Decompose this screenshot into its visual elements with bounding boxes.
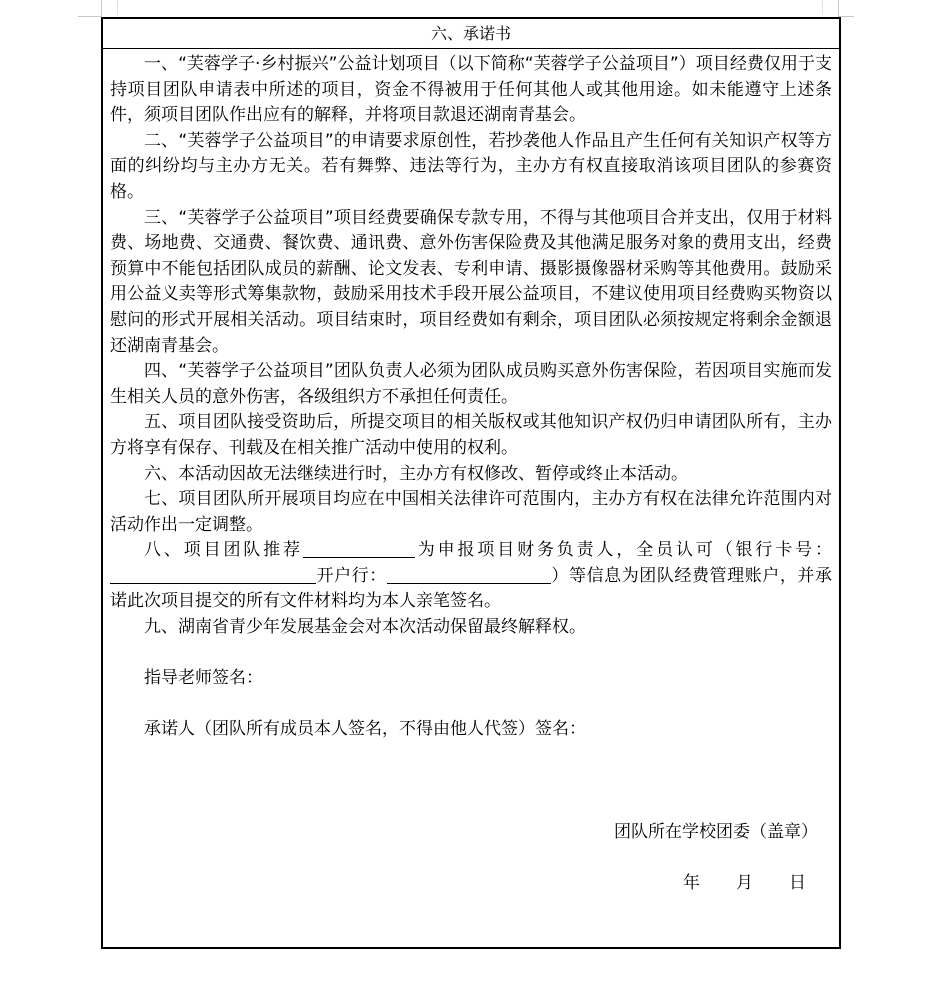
advisor-signature-label: 指导老师签名： <box>144 668 263 689</box>
school-stamp-label: 团队所在学校团委（盖章） <box>614 821 818 842</box>
spacer <box>110 743 832 769</box>
clause-8-part-c: 开户行： <box>316 565 387 586</box>
clause-4: 四、“芙蓉学子公益项目”团队负责人必须为团队成员购买意外伤害保险，若因项目实施而发生相关人员的意外伤害，各级组织方不承担任何责任。 <box>110 361 832 407</box>
clause-1: 一、“芙蓉学子·乡村振兴”公益计划项目（以下简称“芙蓉学子公益项目”）项目经费仅用于支持项目团队申请表中所述的项目，资金不得被用于任何其他人或其他用途。如未能遵守上述条件，须项目团队作出应有的解释，并将项目款退还湖南青基会。 <box>110 54 832 126</box>
clause-5: 五、项目团队接受资助后，所提交项目的相关版权或其他知识产权仍归申请团队所有，主办方将享有保存、刊载及在相关推广活动中使用的权利。 <box>110 412 832 458</box>
clause-2: 二、“芙蓉学子公益项目”的申请要求原创性，若抄袭他人作品且产生任何有关知识产权等方面的纠纷均与主办方无关。若有舞弊、违法等行为，主办方有权直接取消该项目团队的参赛资格。 <box>110 130 832 202</box>
clause-8-part-b: 为申报项目财务负责人，全员认可（银行卡号： <box>414 540 833 561</box>
date-year: 年 <box>683 873 700 893</box>
margin-mark-right <box>822 0 823 14</box>
clause-8 <box>110 538 832 615</box>
spacer <box>110 794 832 820</box>
clause-8-part-d: ）等信息为团队经费管理账户，并承诺此次项目提交的所有文件材料均为本人亲笔签名。 <box>110 565 833 612</box>
bank-branch-blank[interactable] <box>387 564 551 584</box>
signature-date <box>110 871 832 897</box>
clause-9: 九、湖南省青少年发展基金会对本次活动保留最终解释权。 <box>144 617 586 638</box>
bank-card-blank[interactable] <box>110 564 316 584</box>
spacer <box>110 641 832 667</box>
commitment-body <box>103 49 839 897</box>
clause-8-part-a: 八、项目团队推荐 <box>144 540 303 561</box>
spacer <box>110 845 832 871</box>
crop-mark-left <box>101 0 102 17</box>
margin-mark-left <box>117 0 118 14</box>
spacer <box>110 769 832 795</box>
date-month: 月 <box>736 873 753 893</box>
spacer <box>110 692 832 718</box>
section-title: 六、承诺书 <box>103 19 839 49</box>
crop-mark-left-h <box>78 16 102 17</box>
clause-3: 三、“芙蓉学子公益项目”项目经费要确保专款专用，不得与其他项目合并支出，仅用于材料费、场地费、交通费、餐饮费、通讯费、意外伤害保险费及其他满足服务对象的费用支出，经费预算中不能包括团队成员的薪酬、论文发表、专利申请、摄影摄像器材采购等其他费用。鼓励采用公益义卖等形式筹集款物，鼓励采用技术手段开展公益项目，不建议使用项目经费购买物资以慰问的形式开展相关活动。项目结束时，项目经费如有剩余，项目团队必须按规定将剩余金额退还湖南青基会。 <box>110 207 832 356</box>
clause-6: 六、本活动因故无法继续进行时，主办方有权修改、暂停或终止本活动。 <box>144 463 688 484</box>
promisor-signature-label: 承诺人（团队所有成员本人签名，不得由他人代签）签名： <box>144 719 586 740</box>
commitment-table <box>101 17 841 949</box>
clause-7: 七、项目团队所开展项目均应在中国相关法律许可范围内，主办方有权在法律允许范围内对活动作出一定调整。 <box>110 489 832 535</box>
finance-lead-blank[interactable] <box>303 538 415 558</box>
date-day: 日 <box>789 873 806 893</box>
crop-mark-right <box>838 0 839 17</box>
